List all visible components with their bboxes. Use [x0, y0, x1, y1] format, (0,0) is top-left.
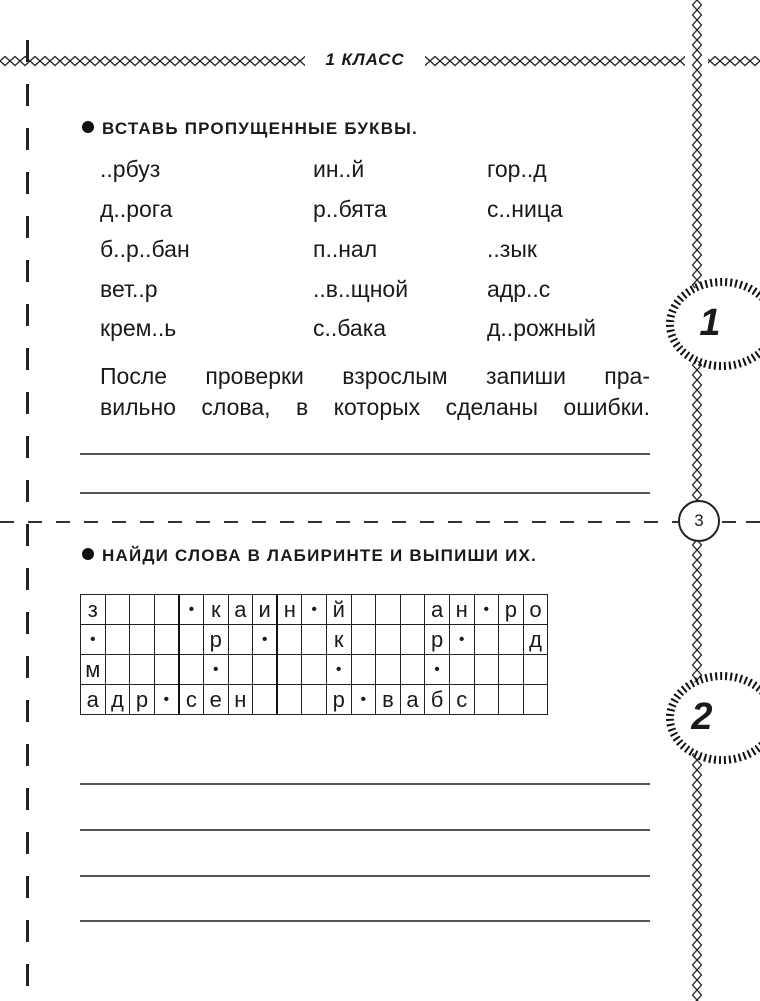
maze-cell: к: [326, 625, 351, 655]
maze-cell: [376, 625, 401, 655]
answer-line[interactable]: [80, 875, 650, 877]
maze-cell: [351, 655, 376, 685]
answer-line[interactable]: [80, 920, 650, 922]
maze-cell: [154, 595, 179, 625]
maze-cell: р: [326, 685, 351, 715]
maze-cell: [302, 625, 327, 655]
word-item: гор..д: [487, 156, 547, 182]
maze-cell: [253, 685, 278, 715]
maze-cell: [474, 685, 499, 715]
maze-cell: [523, 685, 548, 715]
maze-cell: [253, 655, 278, 685]
word-item: с..ница: [487, 196, 563, 222]
section-badge-2: 2: [691, 696, 713, 738]
maze-cell: [277, 685, 302, 715]
maze-cell: [400, 655, 425, 685]
maze-cell: [302, 685, 327, 715]
maze-cell: •: [302, 595, 327, 625]
maze-cell: н: [449, 595, 474, 625]
word-item: п..нал: [313, 236, 378, 262]
maze-cell: •: [425, 655, 450, 685]
maze-cell: [130, 595, 155, 625]
word-item: р..бята: [313, 196, 387, 222]
section-badge-1: 1: [699, 302, 721, 344]
word-item: крем..ь: [100, 315, 177, 341]
task2-heading-row: [82, 545, 537, 567]
maze-cell: е: [203, 685, 228, 715]
maze-cell: [130, 655, 155, 685]
left-margin-dashes: [26, 40, 29, 1000]
task2-heading: НАЙДИ СЛОВА В ЛАБИРИНТЕ И ВЫПИШИ ИХ.: [102, 546, 537, 565]
word-item: ..рбуз: [100, 156, 161, 182]
task1-heading-row: [82, 118, 418, 140]
word-item: вет..р: [100, 276, 158, 302]
maze-row: [81, 595, 548, 625]
maze-cell: и: [253, 595, 278, 625]
maze-cell: д: [523, 625, 548, 655]
maze-cell: [499, 655, 524, 685]
maze-cell: [105, 625, 130, 655]
maze-cell: [277, 655, 302, 685]
maze-cell: [228, 625, 253, 655]
maze-cell: з: [81, 595, 106, 625]
maze-cell: •: [179, 595, 204, 625]
maze-cell: [376, 595, 401, 625]
word-item: с..бака: [313, 315, 387, 341]
maze-cell: р: [499, 595, 524, 625]
maze-cell: [351, 625, 376, 655]
maze-cell: с: [179, 685, 204, 715]
maze-cell: •: [449, 625, 474, 655]
maze-cell: й: [326, 595, 351, 625]
maze-cell: •: [326, 655, 351, 685]
maze-cell: б: [425, 685, 450, 715]
maze-cell: р: [203, 625, 228, 655]
maze-cell: [105, 655, 130, 685]
word-item: д..рога: [100, 196, 173, 222]
maze-cell: [474, 655, 499, 685]
maze-cell: •: [253, 625, 278, 655]
answer-line[interactable]: [80, 492, 650, 494]
page-number: 3: [678, 500, 720, 542]
word-item: ..в..щной: [313, 276, 409, 302]
maze-cell: о: [523, 595, 548, 625]
bullet-icon: [82, 121, 94, 133]
maze-cell: •: [351, 685, 376, 715]
maze-cell: [376, 655, 401, 685]
answer-line[interactable]: [80, 453, 650, 455]
maze-cell: •: [474, 595, 499, 625]
cut-line-right: [722, 521, 760, 523]
maze-cell: [228, 655, 253, 685]
maze-row: [81, 625, 548, 655]
cut-line: [0, 521, 678, 523]
maze-cell: [277, 625, 302, 655]
maze-cell: [179, 655, 204, 685]
task1-instruction-line2: вильно слова, в которых сделаны ошибки.: [100, 394, 650, 420]
header-title: 1 КЛАСС: [325, 50, 405, 69]
maze-row: [81, 685, 548, 715]
word-item: адр..с: [487, 276, 551, 302]
maze-cell: •: [154, 685, 179, 715]
maze-cell: [154, 655, 179, 685]
maze-cell: к: [203, 595, 228, 625]
maze-cell: [499, 685, 524, 715]
word-item: ин..й: [313, 156, 365, 182]
task1-instruction-line1: После проверки взрослым запиши пра-: [100, 363, 650, 389]
maze-cell: р: [425, 625, 450, 655]
answer-line[interactable]: [80, 783, 650, 785]
maze-cell: [400, 625, 425, 655]
maze-cell: а: [400, 685, 425, 715]
letter-maze-grid: [80, 594, 548, 715]
maze-cell: н: [228, 685, 253, 715]
maze-cell: с: [449, 685, 474, 715]
maze-cell: д: [105, 685, 130, 715]
maze-cell: [105, 595, 130, 625]
maze-cell: р: [130, 685, 155, 715]
maze-cell: [130, 625, 155, 655]
maze-cell: м: [81, 655, 106, 685]
maze-cell: [179, 625, 204, 655]
maze-cell: а: [425, 595, 450, 625]
maze-cell: а: [81, 685, 106, 715]
maze-cell: •: [203, 655, 228, 685]
maze-cell: [154, 625, 179, 655]
task1-heading: ВСТАВЬ ПРОПУЩЕННЫЕ БУКВЫ.: [102, 119, 418, 138]
maze-cell: а: [228, 595, 253, 625]
word-item: б..р..бан: [100, 236, 190, 262]
maze-row: [81, 655, 548, 685]
answer-line[interactable]: [80, 829, 650, 831]
word-item: д..рожный: [487, 315, 596, 341]
maze-cell: н: [277, 595, 302, 625]
word-item: ..зык: [487, 236, 537, 262]
maze-cell: [449, 655, 474, 685]
maze-cell: [400, 595, 425, 625]
maze-cell: [351, 595, 376, 625]
maze-cell: •: [81, 625, 106, 655]
bullet-icon: [82, 548, 94, 560]
maze-cell: [474, 625, 499, 655]
maze-cell: в: [376, 685, 401, 715]
maze-cell: [302, 655, 327, 685]
maze-cell: [523, 655, 548, 685]
maze-cell: [499, 625, 524, 655]
